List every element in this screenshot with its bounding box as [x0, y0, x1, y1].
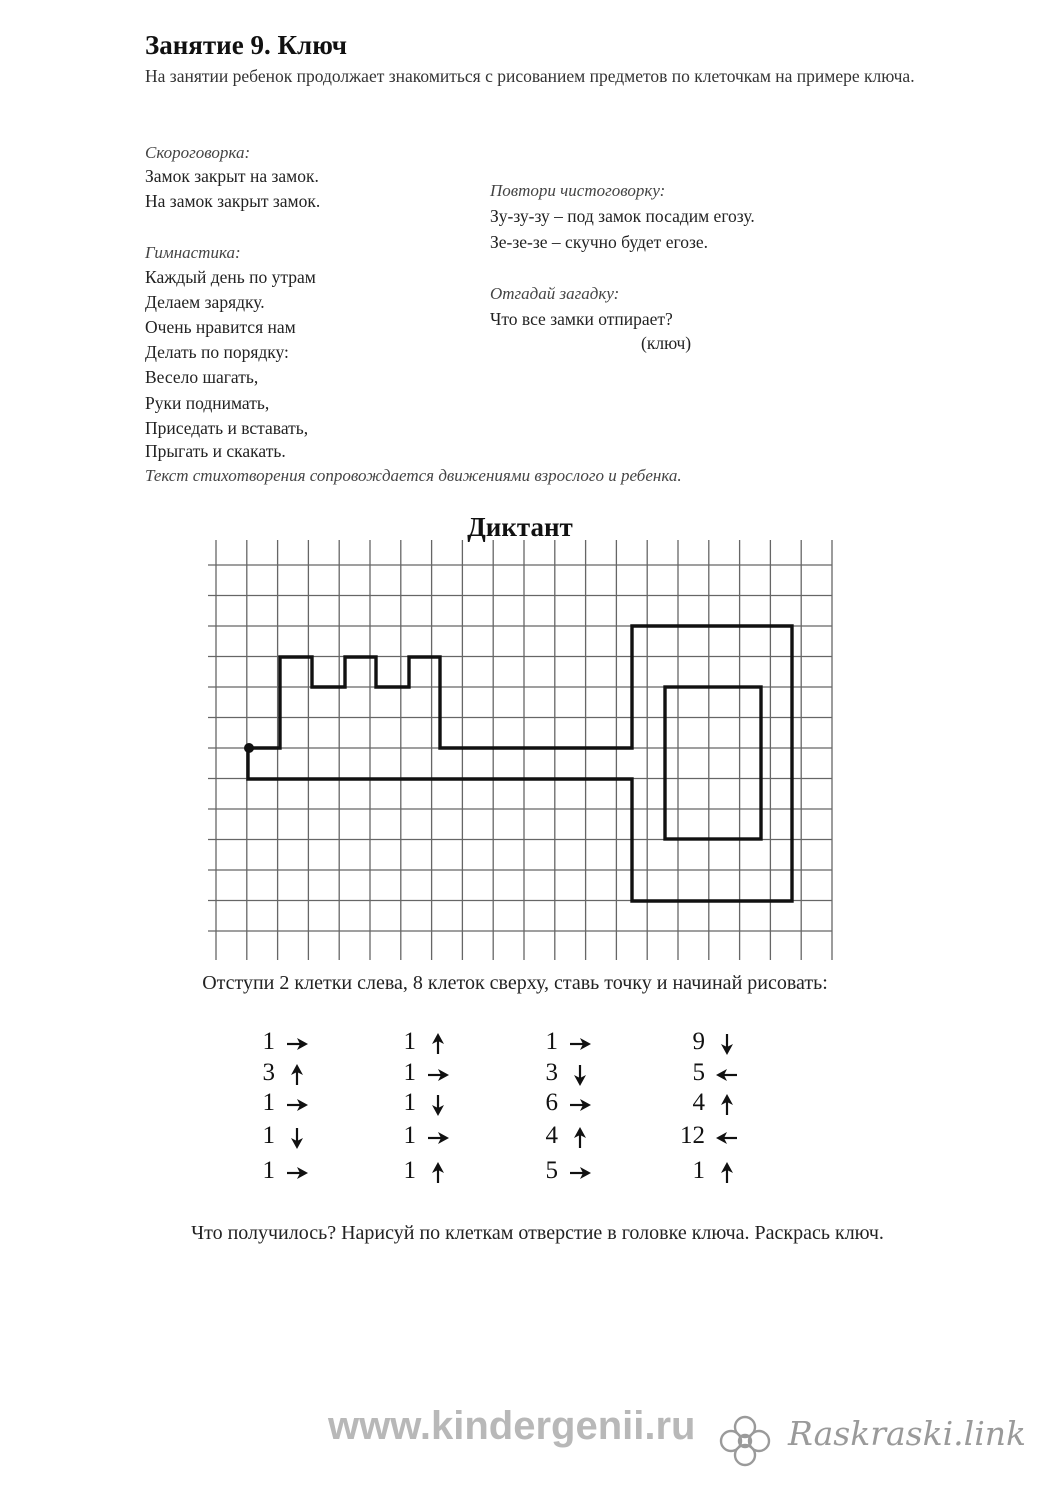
- arrow-right-icon: [568, 1093, 592, 1117]
- lesson-title: Занятие 9. Ключ: [145, 30, 348, 60]
- gymnastics-line: Очень нравится нам: [145, 317, 296, 337]
- lesson-intro: На занятии ребенок продолжает знакомиться с рисованием предметов по клеточкам на примере ключа.: [145, 66, 915, 86]
- dictation-step: [655, 1122, 765, 1156]
- dictation-step: [508, 1157, 618, 1191]
- step-count: 9: [692, 1028, 705, 1055]
- poem-caption: Текст стихотворения сопровождается движениями взрослого и ребенка.: [145, 466, 682, 485]
- step-count: 5: [545, 1157, 558, 1184]
- arrow-right-icon: [568, 1161, 592, 1185]
- gymnastics-line: Делать по порядку:: [145, 342, 289, 362]
- step-count: 4: [692, 1089, 705, 1116]
- dictation-step: [366, 1122, 476, 1156]
- step-count: 12: [680, 1122, 705, 1149]
- dictation-title: Диктант: [467, 512, 573, 542]
- pure-phrase-line: Зе-зе-зе – скучно будет егозе.: [490, 232, 709, 252]
- tongue-twister-line: Замок закрыт на замок.: [145, 166, 319, 186]
- dictation-step: [655, 1059, 765, 1093]
- arrow-up-icon: [426, 1032, 450, 1056]
- pure-phrase-heading: Повтори чистоговорку:: [490, 181, 666, 200]
- step-count: 1: [692, 1157, 705, 1184]
- dictation-step: [225, 1122, 335, 1156]
- arrow-down-icon: [285, 1126, 309, 1150]
- arrow-up-icon: [715, 1161, 739, 1185]
- arrow-up-icon: [568, 1126, 592, 1150]
- gymnastics-line: Делаем зарядку.: [145, 292, 265, 312]
- dictation-step: [508, 1028, 618, 1062]
- start-dot: [244, 743, 254, 753]
- arrow-right-icon: [285, 1161, 309, 1185]
- step-count: 1: [262, 1122, 275, 1149]
- grid-lines: [208, 540, 832, 960]
- step-count: 1: [262, 1089, 275, 1116]
- tongue-twister-heading: Скороговорка:: [145, 143, 251, 162]
- riddle-heading: Отгадай загадку:: [490, 284, 620, 303]
- dictation-step: [225, 1028, 335, 1062]
- arrow-up-icon: [426, 1161, 450, 1185]
- site-watermark: www.kindergenii.ru: [328, 1404, 696, 1448]
- tongue-twister-line: На замок закрыт замок.: [145, 191, 321, 211]
- arrow-right-icon: [426, 1063, 450, 1087]
- brand-watermark: Raskraski.link: [788, 1414, 1026, 1453]
- arrow-down-icon: [568, 1063, 592, 1087]
- gymnastics-line: Весело шагать,: [145, 367, 259, 387]
- riddle-answer: (ключ): [641, 333, 692, 353]
- dictation-step: [225, 1059, 335, 1093]
- step-count: 1: [403, 1122, 416, 1149]
- dictation-step: [655, 1028, 765, 1062]
- dictation-step: [366, 1028, 476, 1062]
- pure-phrase-line: Зу-зу-зу – под замок посадим егозу.: [490, 206, 755, 226]
- key-hole: [665, 687, 761, 839]
- step-count: 1: [403, 1089, 416, 1116]
- step-count: 5: [692, 1059, 705, 1086]
- gymnastics-line: Прыгать и скакать.: [145, 441, 286, 461]
- step-count: 1: [403, 1157, 416, 1184]
- dictation-step: [508, 1059, 618, 1093]
- dictation-instruction: Отступи 2 клетки слева, 8 клеток сверху, ставь точку и начинай рисовать:: [202, 972, 828, 994]
- drawing-grid: [200, 540, 840, 964]
- arrow-left-icon: [715, 1126, 739, 1150]
- riddle-question: Что все замки отпирает?: [490, 309, 673, 329]
- dictation-step: [655, 1157, 765, 1191]
- arrow-right-icon: [285, 1032, 309, 1056]
- step-count: 1: [262, 1028, 275, 1055]
- arrow-up-icon: [715, 1093, 739, 1117]
- arrow-right-icon: [568, 1032, 592, 1056]
- flower-icon: [716, 1412, 774, 1470]
- arrow-left-icon: [715, 1063, 739, 1087]
- step-count: 1: [545, 1028, 558, 1055]
- arrow-right-icon: [285, 1093, 309, 1117]
- final-question: Что получилось? Нарисуй по клеткам отверстие в головке ключа. Раскрась ключ.: [191, 1222, 884, 1244]
- dictation-step: [655, 1089, 765, 1123]
- gymnastics-heading: Гимнастика:: [145, 243, 241, 262]
- dictation-step: [508, 1122, 618, 1156]
- dictation-step: [508, 1089, 618, 1123]
- step-count: 6: [545, 1089, 558, 1116]
- step-count: 1: [403, 1059, 416, 1086]
- key-outline: [248, 626, 792, 901]
- step-count: 3: [262, 1059, 275, 1086]
- dictation-step: [366, 1157, 476, 1191]
- step-count: 3: [545, 1059, 558, 1086]
- arrow-right-icon: [426, 1126, 450, 1150]
- dictation-step: [225, 1157, 335, 1191]
- step-count: 4: [545, 1122, 558, 1149]
- gymnastics-line: Руки поднимать,: [145, 393, 270, 413]
- arrow-up-icon: [285, 1063, 309, 1087]
- dictation-step: [366, 1089, 476, 1123]
- step-count: 1: [262, 1157, 275, 1184]
- step-count: 1: [403, 1028, 416, 1055]
- dictation-step: [225, 1089, 335, 1123]
- arrow-down-icon: [715, 1032, 739, 1056]
- gymnastics-line: Каждый день по утрам: [145, 267, 316, 287]
- gymnastics-line: Приседать и вставать,: [145, 418, 309, 438]
- arrow-down-icon: [426, 1093, 450, 1117]
- dictation-step: [366, 1059, 476, 1093]
